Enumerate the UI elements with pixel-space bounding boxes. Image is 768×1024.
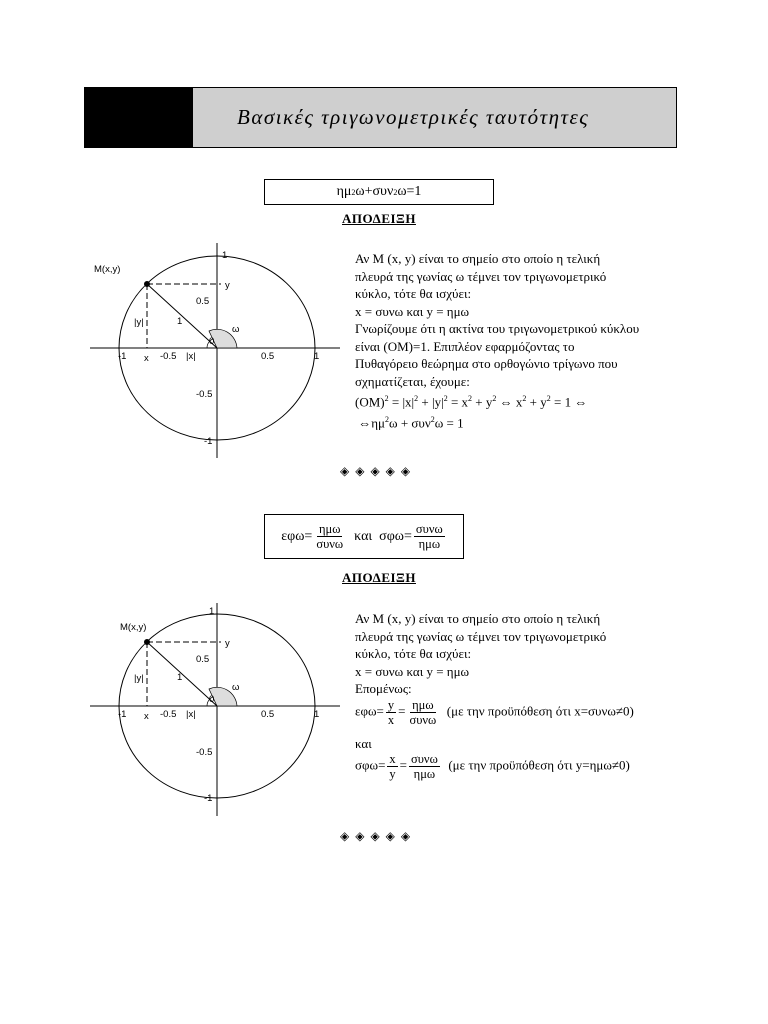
- text-line: πλευρά της γωνίας ω τέμνει τον τριγωνομετρικό: [355, 268, 607, 284]
- tick-label: 1: [209, 606, 215, 617]
- tick-label: 1: [314, 351, 320, 362]
- tick-label: -1: [204, 793, 213, 804]
- formula-text: εφω=: [281, 528, 313, 544]
- text-line: κύκλο, τότε θα ισχύει:: [355, 646, 472, 661]
- tick-label: -1: [118, 709, 127, 720]
- tick-label: 1: [222, 250, 228, 261]
- pythagoras-equation: $(OM)^2 = |x|^2 + |y|^2 = x^2 + y^2$ ⇔ $x^2 + y^2 = 1$ ⇔: [355, 394, 588, 410]
- formula-text: ω=1: [397, 184, 422, 199]
- text-line: σχηματίζεται, έχουμε:: [355, 373, 470, 389]
- point-m: [144, 639, 150, 645]
- proof-heading: ΑΠΟΔΕΙΞΗ: [342, 570, 416, 585]
- final-identity: $\Leftrightarrow\eta\mu^2\omega + \sigma\upsilon\nu^2\omega = 1$: [358, 414, 464, 431]
- text-line: x = συνω και y = ημω: [355, 663, 470, 679]
- proof-text-2: [355, 610, 606, 698]
- text-line: Αν Μ (x, y) είναι το σημείο στο οποίο η τελική: [355, 611, 601, 626]
- section-divider: ◈◈◈◈◈: [340, 829, 417, 843]
- formula-text: και σφω=: [347, 528, 412, 544]
- tan-cot-formula-box: [264, 514, 464, 559]
- unit-circle-figure-2: [90, 598, 340, 820]
- tick-label: -0.5: [160, 351, 177, 362]
- text-line: Αν Μ (x, y) είναι το σημείο στο οποίο η τελική: [355, 251, 601, 266]
- formula-text: ημ: [336, 184, 352, 199]
- page-header: [84, 87, 677, 148]
- origin-label: 0: [209, 694, 215, 705]
- unit-circle-figure-1: [90, 238, 340, 463]
- text-line: πλευρά της γωνίας ω τέμνει τον τριγωνομετρικό: [355, 628, 607, 644]
- text-line: κύκλο, τότε θα ισχύει:: [355, 286, 472, 301]
- tick-label: -1: [118, 351, 127, 362]
- fraction: $\frac{\text{ημω}}{\text{συνω}}$: [316, 522, 344, 551]
- point-label: M(x,y): [120, 622, 147, 633]
- tick-label: -1: [204, 436, 213, 447]
- text-line: Επομένως:: [355, 681, 412, 696]
- radius-label: 1: [177, 316, 183, 327]
- tick-label: -0.5: [196, 389, 213, 400]
- abs-y-label: |y|: [134, 673, 144, 684]
- y-label: y: [225, 638, 230, 649]
- page-title: Βασικές τριγωνομετρικές ταυτότητες: [193, 88, 676, 147]
- formula-text: ω+συν: [355, 184, 394, 199]
- proof-heading: ΑΠΟΔΕΙΞΗ: [342, 211, 416, 226]
- text-line: Γνωρίζουμε ότι η ακτίνα του τριγωνομετρικού κύκλου: [355, 321, 640, 336]
- identity-formula-box: [264, 179, 494, 205]
- tan-equation: εφω= $\frac{y}{x}$ = $\frac{\text{ημω}}{\text{συνω}}$ (με την προϋπόθεση ότι x=συνω≠0): [355, 698, 634, 727]
- radius-label: 1: [177, 672, 183, 683]
- header-black-block: [85, 88, 193, 147]
- point-m: [144, 281, 150, 287]
- formula-sup: 2: [393, 187, 398, 197]
- cot-equation: σφω= $\frac{x}{y}$ = $\frac{\text{συνω}}{\text{ημω}}$ (με την προϋπόθεση ότι y=ημω≠0): [355, 752, 630, 781]
- abs-y-label: |y|: [134, 317, 144, 328]
- tick-label: 0.5: [196, 296, 210, 307]
- point-label: M(x,y): [94, 264, 121, 275]
- y-label: y: [225, 280, 230, 291]
- and-text: και: [355, 736, 372, 751]
- tick-label: 0.5: [261, 709, 275, 720]
- fraction: $\frac{\text{συνω}}{\text{ημω}}$: [415, 522, 443, 551]
- x-label: x: [144, 353, 149, 364]
- text-line: Πυθαγόρειο θεώρημα στο ορθογώνιο τρίγωνο που: [355, 356, 618, 371]
- abs-x-label: |x|: [186, 351, 196, 362]
- proof-text-1: [355, 250, 639, 432]
- angle-label: ω: [232, 324, 240, 335]
- tick-label: -0.5: [196, 747, 213, 758]
- tick-label: -0.5: [160, 709, 177, 720]
- tick-label: 0.5: [196, 654, 210, 665]
- section-divider: ◈◈◈◈◈: [340, 464, 417, 478]
- text-line: x = συνω και y = ημω: [355, 303, 470, 319]
- text-line: είναι (ΟΜ)=1. Επιπλέον εφαρμόζοντας το: [355, 338, 575, 354]
- angle-label: ω: [232, 682, 240, 693]
- abs-x-label: |x|: [186, 709, 196, 720]
- origin-label: 0: [209, 336, 215, 347]
- tick-label: 1: [314, 709, 320, 720]
- x-label: x: [144, 711, 149, 722]
- formula-sup: 2: [351, 187, 356, 197]
- tick-label: 0.5: [261, 351, 275, 362]
